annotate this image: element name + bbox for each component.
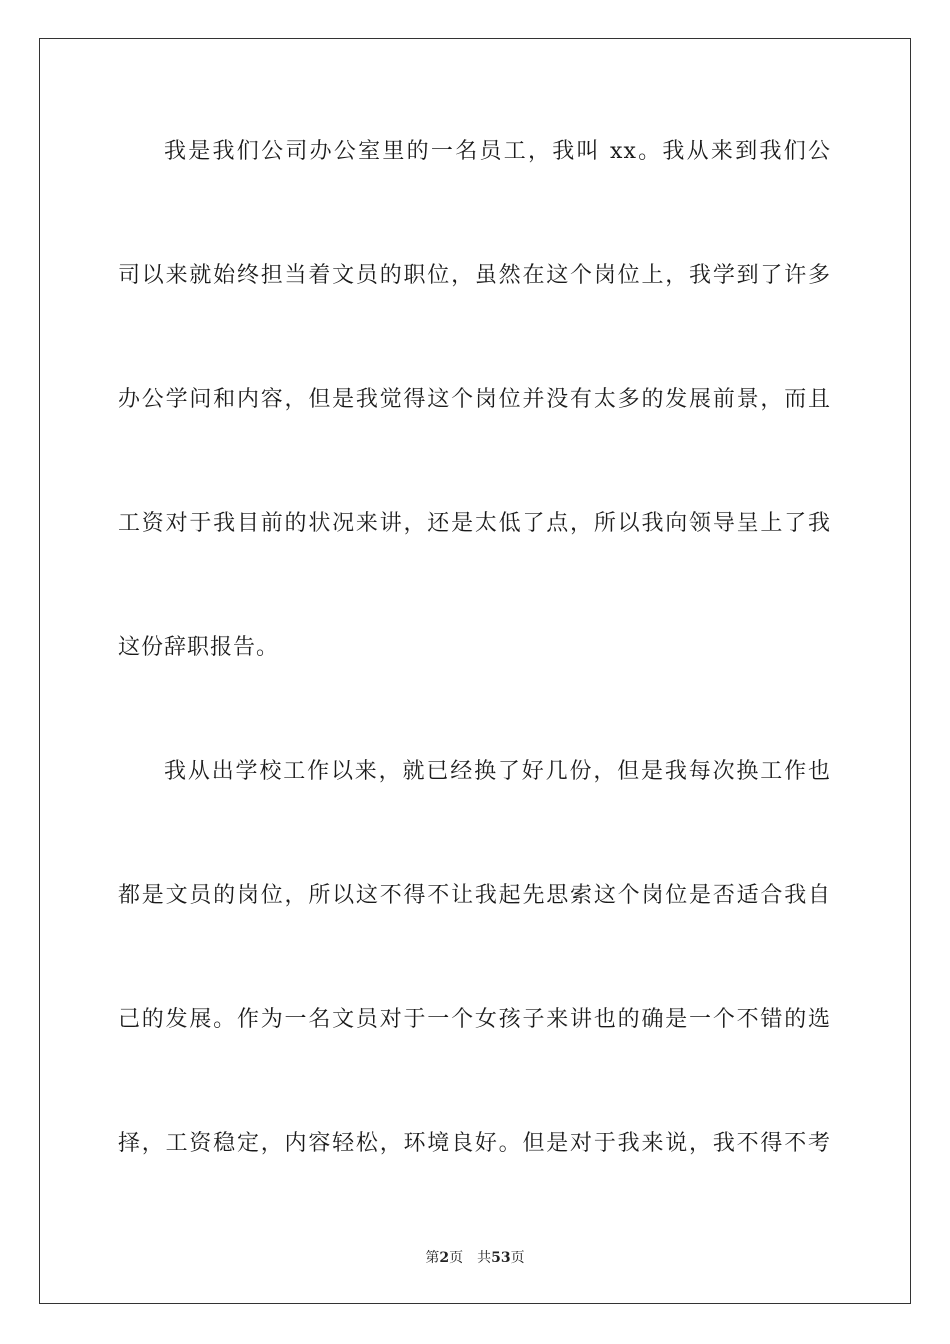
total-prefix: 共 [477,1250,492,1266]
paragraph-1-line-4: 工资对于我目前的状况来讲，还是太低了点，所以我向领导呈上了我 [118,511,831,536]
total-pages: 53 [491,1250,511,1266]
page-frame [39,38,911,1304]
paragraph-1-line-1: 我是我们公司办公室里的一名员工，我叫 xx。我从来到我们公 [164,139,831,164]
paragraph-1-line-2: 司以来就始终担当着文员的职位，虽然在这个岗位上，我学到了许多 [118,263,831,288]
total-suffix: 页 [510,1250,525,1266]
page-prefix: 第 [425,1250,440,1266]
paragraph-2-line-3: 己的发展。作为一名文员对于一个女孩子来讲也的确是一个不错的选 [118,1007,831,1032]
paragraph-1-line-3: 办公学问和内容，但是我觉得这个岗位并没有太多的发展前景，而且 [118,387,831,412]
page-suffix: 页 [449,1250,464,1266]
paragraph-1-line-5: 这份辞职报告。 [118,635,280,660]
paragraph-2-line-4: 择，工资稳定，内容轻松，环境良好。但是对于我来说，我不得不考 [118,1131,831,1156]
page-number: 2 [439,1250,450,1266]
paragraph-2-line-1: 我从出学校工作以来，就已经换了好几份，但是我每次换工作也 [164,759,831,784]
page-footer [0,1249,950,1267]
paragraph-2-line-2: 都是文员的岗位，所以这不得不让我起先思索这个岗位是否适合我自 [118,883,831,908]
